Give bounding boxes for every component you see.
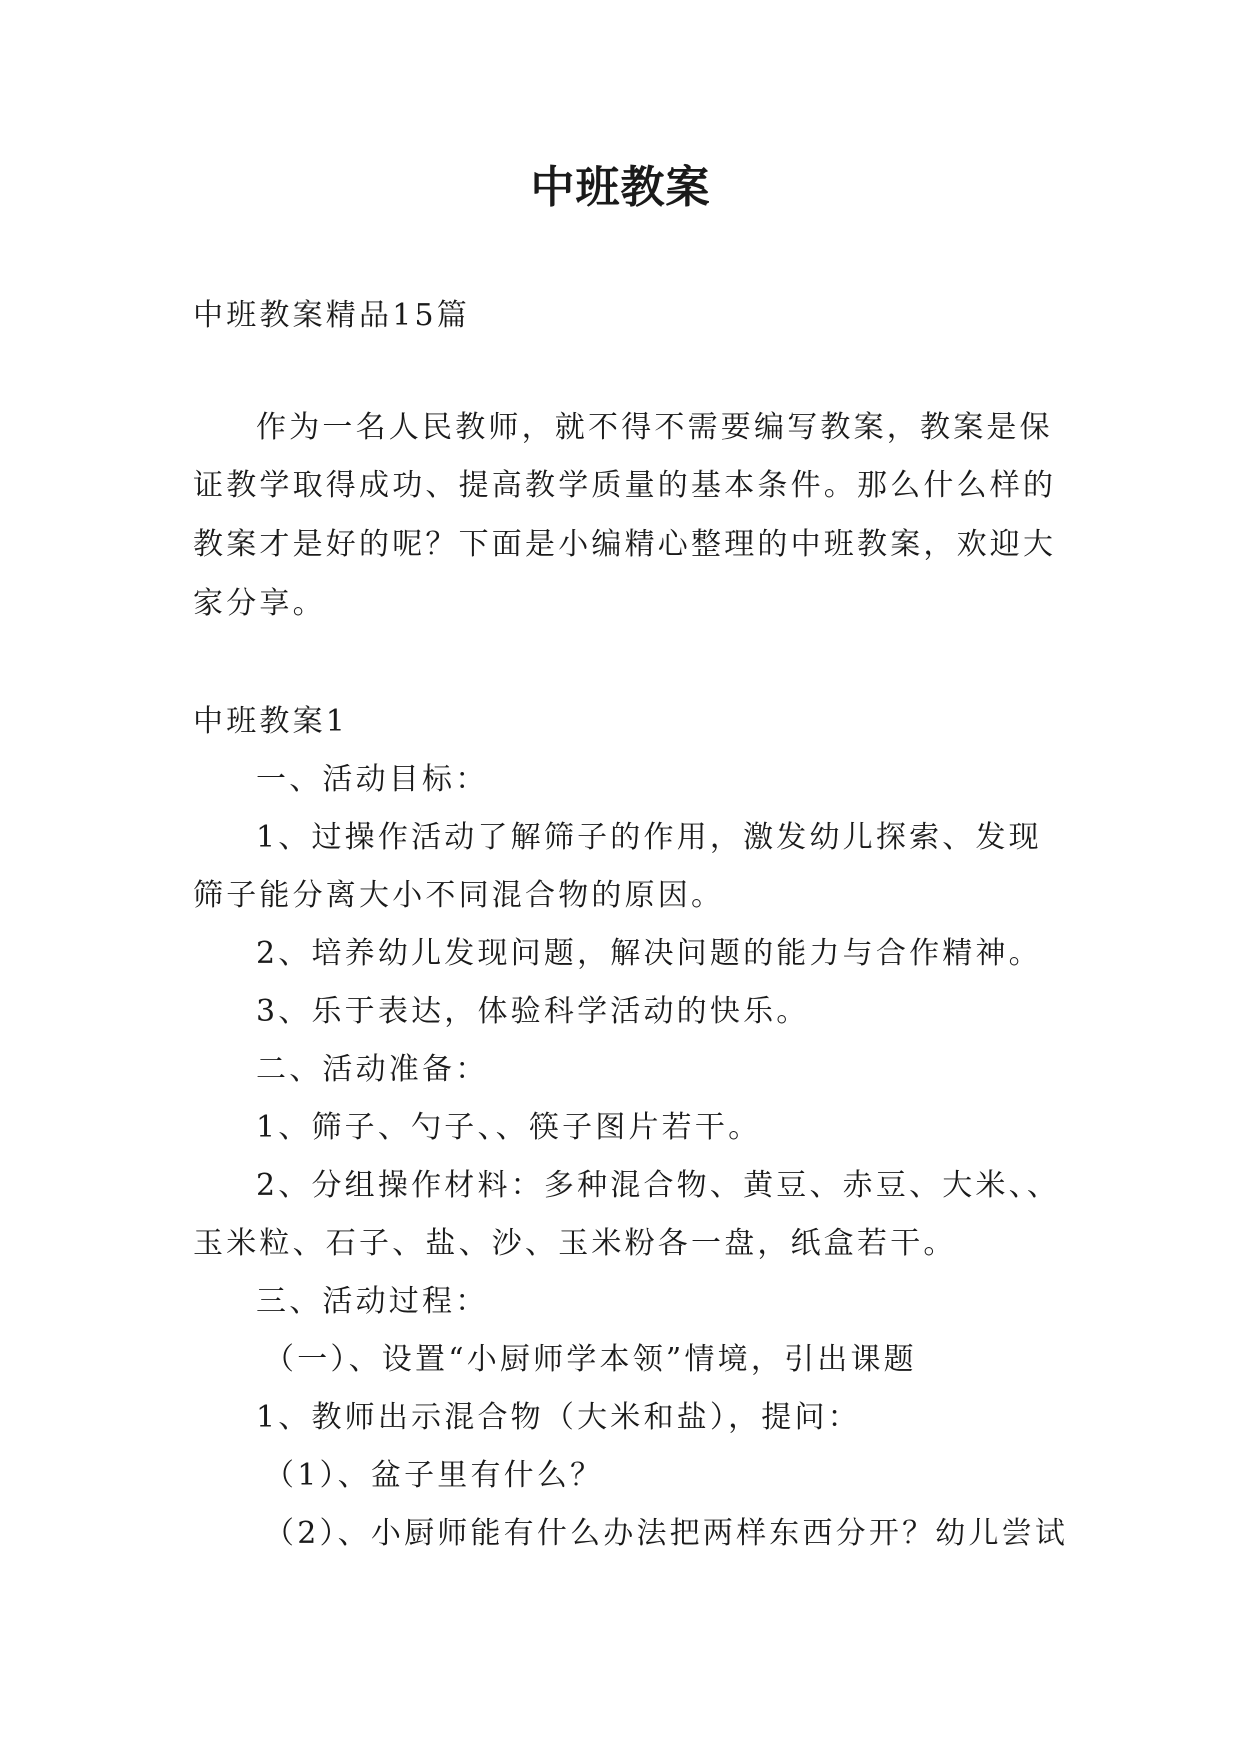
section-line: 筛子能分离大小不同混合物的原因。 — [193, 878, 725, 913]
intro-line: 作为一名人民教师，就不得不需要编写教案，教案是保 — [256, 410, 1053, 445]
section-line: 一、活动目标： — [256, 762, 489, 797]
intro-line: 教案才是好的呢？下面是小编精心整理的中班教案，欢迎大 — [193, 527, 1057, 562]
intro-line: 证教学取得成功、提高教学质量的基本条件。那么什么样的 — [193, 468, 1057, 503]
page-title: 中班教案 — [530, 162, 711, 213]
section-line: 玉米粒、石子、盐、沙、玉米粉各一盘，纸盒若干。 — [193, 1226, 957, 1261]
section-line: 三、活动过程： — [256, 1284, 489, 1319]
section-line: 1、过操作活动了解筛子的作用，激发幼儿探索、发现 — [256, 820, 1042, 855]
section-line: 1、教师出示混合物（大米和盐），提问： — [256, 1400, 861, 1435]
section-line: 3、乐于表达，体验科学活动的快乐。 — [256, 994, 810, 1029]
section-line: 二、活动准备： — [256, 1052, 489, 1087]
section-line: （2）、小厨师能有什么办法把两样东西分开？幼儿尝试 — [264, 1516, 1069, 1551]
section-line: （1）、盆子里有什么？ — [264, 1458, 604, 1493]
section-line: 2、培养幼儿发现问题，解决问题的能力与合作精神。 — [256, 936, 1042, 971]
document-subtitle: 中班教案精品15篇 — [193, 298, 470, 333]
section-line: （一）、设置“小厨师学本领”情境，引出课题 — [264, 1342, 917, 1377]
section-line: 1、筛子、勺子、、筷子图片若干。 — [256, 1110, 762, 1145]
section-heading: 中班教案1 — [193, 704, 349, 739]
section-line: 2、分组操作材料：多种混合物、黄豆、赤豆、大米、、 — [256, 1168, 1061, 1203]
intro-line: 家分享。 — [193, 586, 326, 621]
